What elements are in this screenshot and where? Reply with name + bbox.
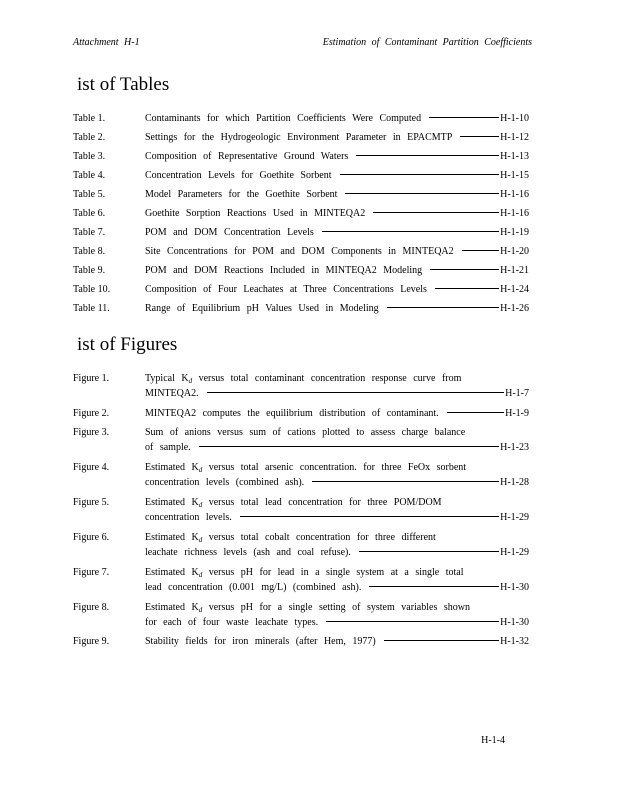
leader-line bbox=[447, 411, 504, 413]
list-of-tables-title: ist of Tables bbox=[77, 74, 170, 95]
table-entry-text-line bbox=[145, 301, 529, 316]
figure-entry-caption-start: Estimated K bbox=[145, 567, 199, 578]
header-right: Estimation of Contaminant Partition Coefficients bbox=[322, 37, 532, 48]
figure-entry-caption-start: Estimated K bbox=[145, 602, 199, 613]
table-entry-label: Table 7. bbox=[73, 227, 106, 238]
figure-entry-caption-rest: versus total cobalt concentration for three different bbox=[202, 532, 436, 543]
figure-entry-label: Figure 9. bbox=[73, 636, 110, 647]
table-entry-text-line bbox=[145, 187, 529, 202]
table-entry-label: Table 6. bbox=[73, 208, 106, 219]
figure-entry-page: H-1-23 bbox=[500, 442, 529, 453]
figure-entry-label: Figure 2. bbox=[73, 408, 110, 419]
leader-line bbox=[430, 268, 499, 270]
figure-entry-page: H-1-32 bbox=[500, 636, 529, 647]
table-entry-title: Composition of Four Leachates at Three Concentrations Levels bbox=[145, 284, 427, 295]
table-entry-page: H-1-13 bbox=[500, 151, 529, 162]
table-entry-title: Concentration Levels for Goethite Sorbent bbox=[145, 170, 332, 181]
table-entry-label: Table 4. bbox=[73, 170, 106, 181]
table-entry-title: Site Concentrations for POM and DOM Components in MINTEQA2 bbox=[145, 246, 454, 257]
leader-line bbox=[373, 211, 499, 213]
table-entry-text-line bbox=[145, 168, 529, 183]
figure-entry-caption-cont: lead concentration (0.001 mg/L) (combined ash). bbox=[145, 582, 362, 593]
figure-entry-caption-rest: versus total arsenic concentration. for three FeOx sorbent bbox=[202, 462, 467, 473]
figure-entry-line2 bbox=[145, 615, 529, 630]
figure-entry-line2 bbox=[145, 386, 529, 401]
leader-line bbox=[322, 230, 499, 232]
leader-line bbox=[435, 287, 499, 289]
leader-line bbox=[356, 154, 499, 156]
table-entry-label: Table 10. bbox=[73, 284, 111, 295]
table-entry-page: H-1-15 bbox=[500, 170, 529, 181]
list-of-figures-title: ist of Figures bbox=[77, 334, 178, 355]
figure-entry-line2 bbox=[145, 475, 529, 490]
leader-line bbox=[345, 192, 499, 194]
figure-entry-page: H-1-9 bbox=[505, 408, 529, 419]
figure-entry-page: H-1-30 bbox=[500, 617, 529, 628]
leader-line bbox=[359, 550, 499, 552]
figure-entry-line1 bbox=[145, 634, 529, 649]
leader-line bbox=[384, 639, 499, 641]
kd-subscript: d bbox=[198, 466, 203, 474]
table-entry-label: Table 8. bbox=[73, 246, 106, 257]
leader-line bbox=[199, 445, 499, 447]
figure-entry-caption-cont: for each of four waste leachate types. bbox=[145, 617, 319, 628]
kd-subscript: d bbox=[198, 606, 203, 614]
table-entry-title: Contaminants for which Partition Coefficients Were Computed bbox=[145, 113, 422, 124]
figure-entry-caption-cont: of sample. bbox=[145, 442, 191, 453]
table-entry-text-line bbox=[145, 111, 529, 126]
table-entry-page: H-1-24 bbox=[500, 284, 529, 295]
table-entry-label: Table 1. bbox=[73, 113, 106, 124]
table-entry-page: H-1-16 bbox=[500, 189, 529, 200]
figure-entry-caption-start: Typical K bbox=[145, 373, 189, 384]
figure-entry-page: H-1-7 bbox=[505, 388, 529, 399]
table-entry-page: H-1-26 bbox=[500, 303, 529, 314]
figure-entry-caption-start: Estimated K bbox=[145, 462, 199, 473]
header-left: Attachment H-1 bbox=[73, 37, 140, 48]
table-entry-title: POM and DOM Concentration Levels bbox=[145, 227, 314, 238]
figure-entry-label: Figure 7. bbox=[73, 567, 110, 578]
leader-line bbox=[462, 249, 499, 251]
table-entry-label: Table 11. bbox=[73, 303, 110, 314]
table-entry-text-line bbox=[145, 282, 529, 297]
figure-entry-caption-rest: versus pH for a single setting of system variables shown bbox=[202, 602, 470, 613]
leader-line bbox=[326, 620, 499, 622]
leader-line bbox=[429, 116, 499, 118]
figure-entry-caption-rest: versus total contaminant concentration response curve from bbox=[192, 373, 462, 384]
figure-entry-caption-start: Sum of anions versus sum of cations plotted to assess charge balance bbox=[145, 427, 466, 438]
leader-line bbox=[387, 306, 499, 308]
kd-subscript: d bbox=[198, 501, 203, 509]
figure-entry-label: Figure 5. bbox=[73, 497, 110, 508]
figure-entry-line1 bbox=[145, 406, 529, 421]
figure-entry-caption-cont: MINTEQA2. bbox=[145, 388, 199, 399]
leader-line bbox=[460, 135, 499, 137]
table-entry-text-line bbox=[145, 225, 529, 240]
figure-entry-line2 bbox=[145, 510, 529, 525]
table-entry-title: Model Parameters for the Goethite Sorbent bbox=[145, 189, 338, 200]
table-entry-text-line bbox=[145, 244, 529, 259]
table-entry-page: H-1-19 bbox=[500, 227, 529, 238]
figure-entry-caption-cont: concentration levels. bbox=[145, 512, 232, 523]
figure-entry-line2 bbox=[145, 545, 529, 560]
table-entry-text-line bbox=[145, 206, 529, 221]
table-entry-text-line bbox=[145, 263, 529, 278]
table-entry-label: Table 2. bbox=[73, 132, 106, 143]
leader-line bbox=[207, 391, 505, 393]
figure-entry-label: Figure 8. bbox=[73, 602, 110, 613]
page-number: H-1-4 bbox=[481, 735, 505, 746]
figure-entry-caption-start: Estimated K bbox=[145, 532, 199, 543]
table-entry-title: Composition of Representative Ground Waters bbox=[145, 151, 349, 162]
figure-entry-caption-start: Estimated K bbox=[145, 497, 199, 508]
figure-entry-caption-start: Stability fields for iron minerals (after Hem, 1977) bbox=[145, 636, 376, 647]
figure-entry-label: Figure 1. bbox=[73, 373, 110, 384]
figure-entry-caption-rest: versus total lead concentration for three POM/DOM bbox=[202, 497, 442, 508]
table-entry-title: Settings for the Hydrogeologic Environment Parameter in EPACMTP bbox=[145, 132, 453, 143]
leader-line bbox=[369, 585, 499, 587]
figure-entry-caption-start: MINTEQA2 computes the equilibrium distribution of contaminant. bbox=[145, 408, 439, 419]
table-entry-label: Table 5. bbox=[73, 189, 106, 200]
table-entry-page: H-1-12 bbox=[500, 132, 529, 143]
kd-subscript: d bbox=[198, 571, 203, 579]
table-entry-page: H-1-20 bbox=[500, 246, 529, 257]
figure-entry-caption-cont: leachate richness levels (ash and coal refuse). bbox=[145, 547, 351, 558]
figure-entry-line2 bbox=[145, 440, 529, 455]
table-entry-text-line bbox=[145, 130, 529, 145]
table-entry-page: H-1-16 bbox=[500, 208, 529, 219]
kd-subscript: d bbox=[198, 536, 203, 544]
table-entry-page: H-1-10 bbox=[500, 113, 529, 124]
figure-entry-page: H-1-29 bbox=[500, 547, 529, 558]
figure-entry-label: Figure 6. bbox=[73, 532, 110, 543]
figure-entry-page: H-1-28 bbox=[500, 477, 529, 488]
figure-entry-caption-rest: versus pH for lead in a single system at a single total bbox=[202, 567, 464, 578]
figure-entry-page: H-1-30 bbox=[500, 582, 529, 593]
table-entry-page: H-1-21 bbox=[500, 265, 529, 276]
figure-entry-line1 bbox=[145, 425, 465, 440]
table-entry-title: POM and DOM Reactions Included in MINTEQA2 Modeling bbox=[145, 265, 423, 276]
table-entry-title: Range of Equilibrium pH Values Used in Modeling bbox=[145, 303, 379, 314]
figure-entry-label: Figure 3. bbox=[73, 427, 110, 438]
kd-subscript: d bbox=[188, 377, 193, 385]
table-entry-label: Table 9. bbox=[73, 265, 106, 276]
figure-entry-label: Figure 4. bbox=[73, 462, 110, 473]
leader-line bbox=[312, 480, 499, 482]
table-entry-label: Table 3. bbox=[73, 151, 106, 162]
leader-line bbox=[240, 515, 499, 517]
figure-entry-caption-cont: concentration levels (combined ash). bbox=[145, 477, 305, 488]
figure-entry-line2 bbox=[145, 580, 529, 595]
table-entry-title: Goethite Sorption Reactions Used in MINTEQA2 bbox=[145, 208, 366, 219]
figure-entry-page: H-1-29 bbox=[500, 512, 529, 523]
table-entry-text-line bbox=[145, 149, 529, 164]
leader-line bbox=[340, 173, 500, 175]
